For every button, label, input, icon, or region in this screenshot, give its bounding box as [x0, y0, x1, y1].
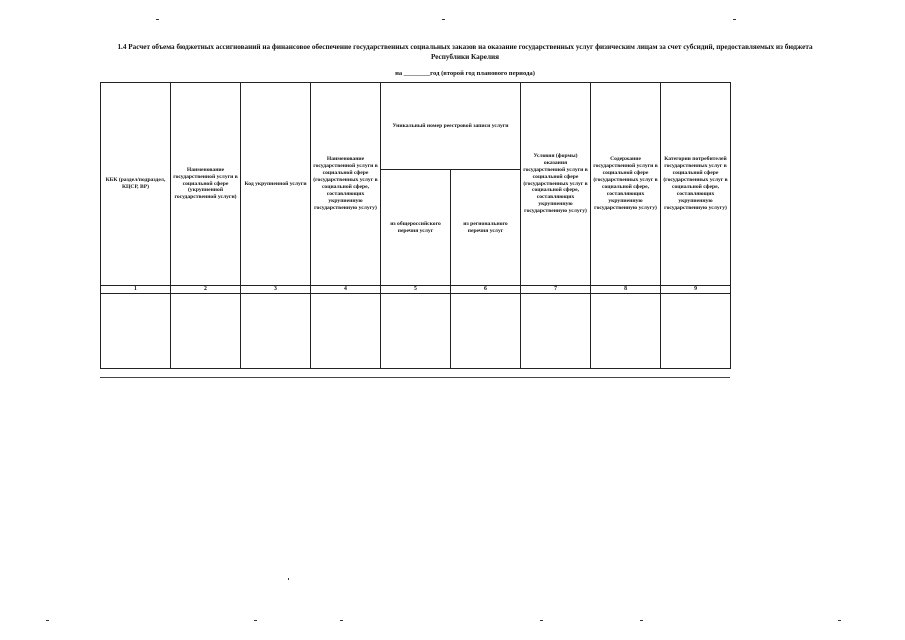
column-number: 5	[381, 286, 451, 294]
header-service-name: Наименование государственной услуги в социальной сфере (укрупненной государственной услуги)	[171, 83, 241, 286]
header-consumer-categories: Категории потребителей государственных услуг в социальной сфере (государственных услуг в социальной сфере, составляющих укрупненную государственную услугу)	[661, 83, 731, 286]
header-service-code: Код укрупненной услуги	[241, 83, 311, 286]
scan-speck	[46, 620, 49, 621]
page-subtitle: на ________год (второй год планового периода)	[395, 70, 535, 77]
column-number: 4	[311, 286, 381, 294]
header-content: Содержание государственной услуги в социальной сфере (государственных услуг в социальной сфере, составляющих укрупненную государственную услугу)	[591, 83, 661, 286]
header-conditions: Условия (формы) оказания государственной услуги в социальной сфере (государственных услуг в социальной сфере, составляющих укрупненную государственную услугу)	[521, 83, 591, 286]
scan-speck	[733, 19, 736, 20]
header-registry-number: Уникальный номер реестровой записи услуги	[381, 83, 521, 170]
scan-speck	[838, 620, 841, 621]
column-number: 1	[101, 286, 171, 294]
scan-speck	[156, 19, 159, 20]
column-number: 8	[591, 286, 661, 294]
allocation-table	[100, 82, 731, 369]
column-number: 7	[521, 286, 591, 294]
column-number-row	[101, 286, 731, 294]
scan-speck	[540, 620, 543, 621]
scan-speck	[442, 19, 445, 20]
table-cell	[171, 294, 241, 369]
subheader-national-list: из общероссийского перечня услуг	[381, 170, 451, 286]
header-service-components: Наименование государственной услуги в социальной сфере (государственных услуг в социальной сфере, составляющих укрупненную государственную услугу)	[311, 83, 381, 286]
table-cell	[381, 294, 451, 369]
table-cell	[311, 294, 381, 369]
table-cell	[661, 294, 731, 369]
scan-speck	[640, 620, 643, 621]
scan-speck	[340, 620, 343, 621]
scan-speck	[254, 620, 257, 621]
column-number: 9	[661, 286, 731, 294]
table-bottom-rule	[100, 377, 730, 378]
table-cell	[451, 294, 521, 369]
table-cell	[241, 294, 311, 369]
table-row	[101, 294, 731, 369]
column-number: 6	[451, 286, 521, 294]
table-cell	[591, 294, 661, 369]
table-cell	[521, 294, 591, 369]
subheader-regional-list: из регионального перечня услуг	[451, 170, 521, 286]
header-row-1	[101, 83, 731, 170]
header-kbk: КБК (раздел/подраздел, КЦСР, ВР)	[101, 83, 171, 286]
column-number: 3	[241, 286, 311, 294]
page-title: 1.4 Расчет объема бюджетных ассигнований на финансовое обеспечение государственных социальных заказов на оказание государственных услуг физическим лицам за счет субсидий, предоставляемых из бюджета Республики Карелия	[117, 43, 813, 61]
column-number: 2	[171, 286, 241, 294]
table-cell	[101, 294, 171, 369]
scan-speck	[288, 578, 289, 580]
